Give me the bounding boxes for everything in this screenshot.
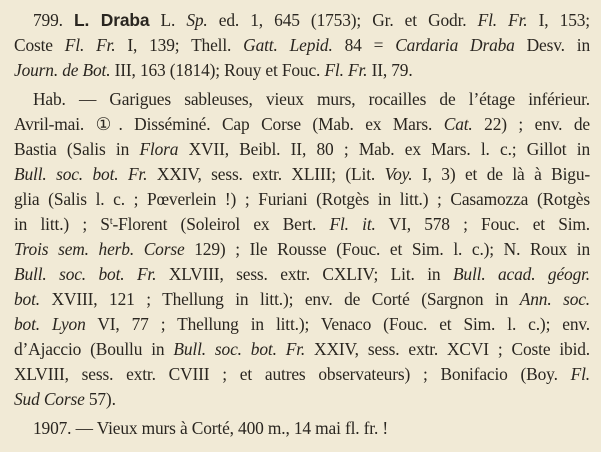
text-run: Cat.: [443, 114, 473, 134]
text-line: [14, 387, 590, 412]
text-run: -Florent (Soleirol ex Bert.: [112, 214, 330, 234]
text-run: in litt.) ; S: [14, 214, 110, 234]
text-run: bot.: [14, 289, 40, 309]
text-run: ed. 1, 645 (1753); Gr. et Godr.: [207, 10, 478, 30]
text-run: II, 79.: [367, 60, 413, 80]
entry-heading-line: [33, 8, 590, 33]
text-run: Journ. de Bot.: [14, 60, 111, 80]
habitat-line: [33, 87, 590, 112]
text-run: Hab. — Garigues sableuses, vieux murs, rocailles de l’étage inférieur.: [33, 89, 590, 109]
text-run: Gatt. Lepid.: [243, 35, 333, 55]
text-run: bot. Lyon: [14, 314, 86, 334]
text-run: Fl.: [570, 364, 590, 384]
text-line: [14, 362, 590, 387]
text-line: [14, 262, 590, 287]
entry-number: 799.: [33, 10, 63, 30]
text-run: XVII, Beibl. II, 80 ; Mab. ex Mars. l. c.; Gillot in: [178, 139, 590, 159]
text-line: [14, 112, 590, 137]
text-run: 22) ; env. de: [472, 114, 590, 134]
text-line: [14, 162, 590, 187]
observation-line: [33, 416, 590, 441]
text-run: Flora: [139, 139, 179, 159]
text-line: [14, 212, 590, 237]
synonym-name: Cardaria Draba: [395, 35, 515, 55]
text-run: 1907. — Vieux murs à Corté, 400 m., 14 mai fl. fr. !: [33, 418, 389, 438]
annual-symbol-icon: ①: [95, 114, 119, 134]
text-run: I, 3) et de là à Bigu-: [412, 164, 590, 184]
text-line: [14, 237, 590, 262]
species-name: L. Draba: [74, 10, 150, 30]
text-run: L.: [149, 10, 187, 30]
text-line: [14, 337, 590, 362]
text-run: Fl. it.: [329, 214, 376, 234]
text-run: Desv. in: [514, 35, 590, 55]
text-run: III, 163 (1814); Rouy et Fouc.: [110, 60, 325, 80]
text-run: XXIV, sess. extr. XLIII; (Lit.: [147, 164, 385, 184]
text-run: XLVIII, sess. extr. CVIII ; et autres observateurs) ; Bonifacio (Boy.: [14, 364, 571, 384]
text-run: Bull. acad. géogr.: [452, 264, 590, 284]
text-run: Bull. soc. bot. Fr.: [173, 339, 306, 359]
text-run: Trois sem. herb. Corse: [14, 239, 185, 259]
text-run: Fl. Fr.: [64, 35, 116, 55]
text-run: Voy.: [384, 164, 413, 184]
text-run: VI, 77 ; Thellung in litt.); Venaco (Fouc. et Sim. l. c.); env.: [85, 314, 590, 334]
text-run: 129) ; Ile Rousse (Fouc. et Sim. l. c.); N. Roux in: [184, 239, 590, 259]
text-line: [14, 58, 590, 83]
text-run: Avril-mai.: [14, 114, 96, 134]
text-run: d’Ajaccio (Boullu in: [14, 339, 174, 359]
text-run: Sp.: [186, 10, 208, 30]
text-run: 57).: [84, 389, 116, 409]
text-line: [14, 137, 590, 162]
text-run: . Disséminé. Cap Corse (Mab. ex Mars.: [118, 114, 444, 134]
text-run: Fl. Fr.: [324, 60, 368, 80]
text-run: XXIV, sess. extr. XCVI ; Coste ibid.: [305, 339, 590, 359]
text-run: Sud Corse: [14, 389, 85, 409]
text-run: glia (Salis l. c. ; Pœverlein !) ; Furiani (Rotgès in litt.) ; Casamozza (Rotgès: [14, 189, 590, 209]
text-run: I, 153;: [527, 10, 590, 30]
text-run: Fl. Fr.: [477, 10, 528, 30]
text-line: [14, 187, 590, 212]
text-line: [14, 287, 590, 312]
text-run: Bull. soc. bot. Fr.: [14, 264, 157, 284]
text-run: VI, 578 ; Fouc. et Sim.: [375, 214, 590, 234]
text-run: XLVIII, sess. extr. CXLIV; Lit. in: [156, 264, 453, 284]
text-run: Bull. soc. bot. Fr.: [14, 164, 148, 184]
text-run: XVIII, 121 ; Thellung in litt.); env. de Corté (Sargnon in: [39, 289, 520, 309]
text-line: [14, 33, 590, 58]
text-run: Ann. soc.: [519, 289, 590, 309]
text-line: [14, 312, 590, 337]
text-run: Bastia (Salis in: [14, 139, 140, 159]
text-run: 84 =: [332, 35, 396, 55]
text-run: t: [109, 216, 113, 227]
text-run: Coste: [14, 35, 65, 55]
text-run: I, 139; Thell.: [115, 35, 244, 55]
